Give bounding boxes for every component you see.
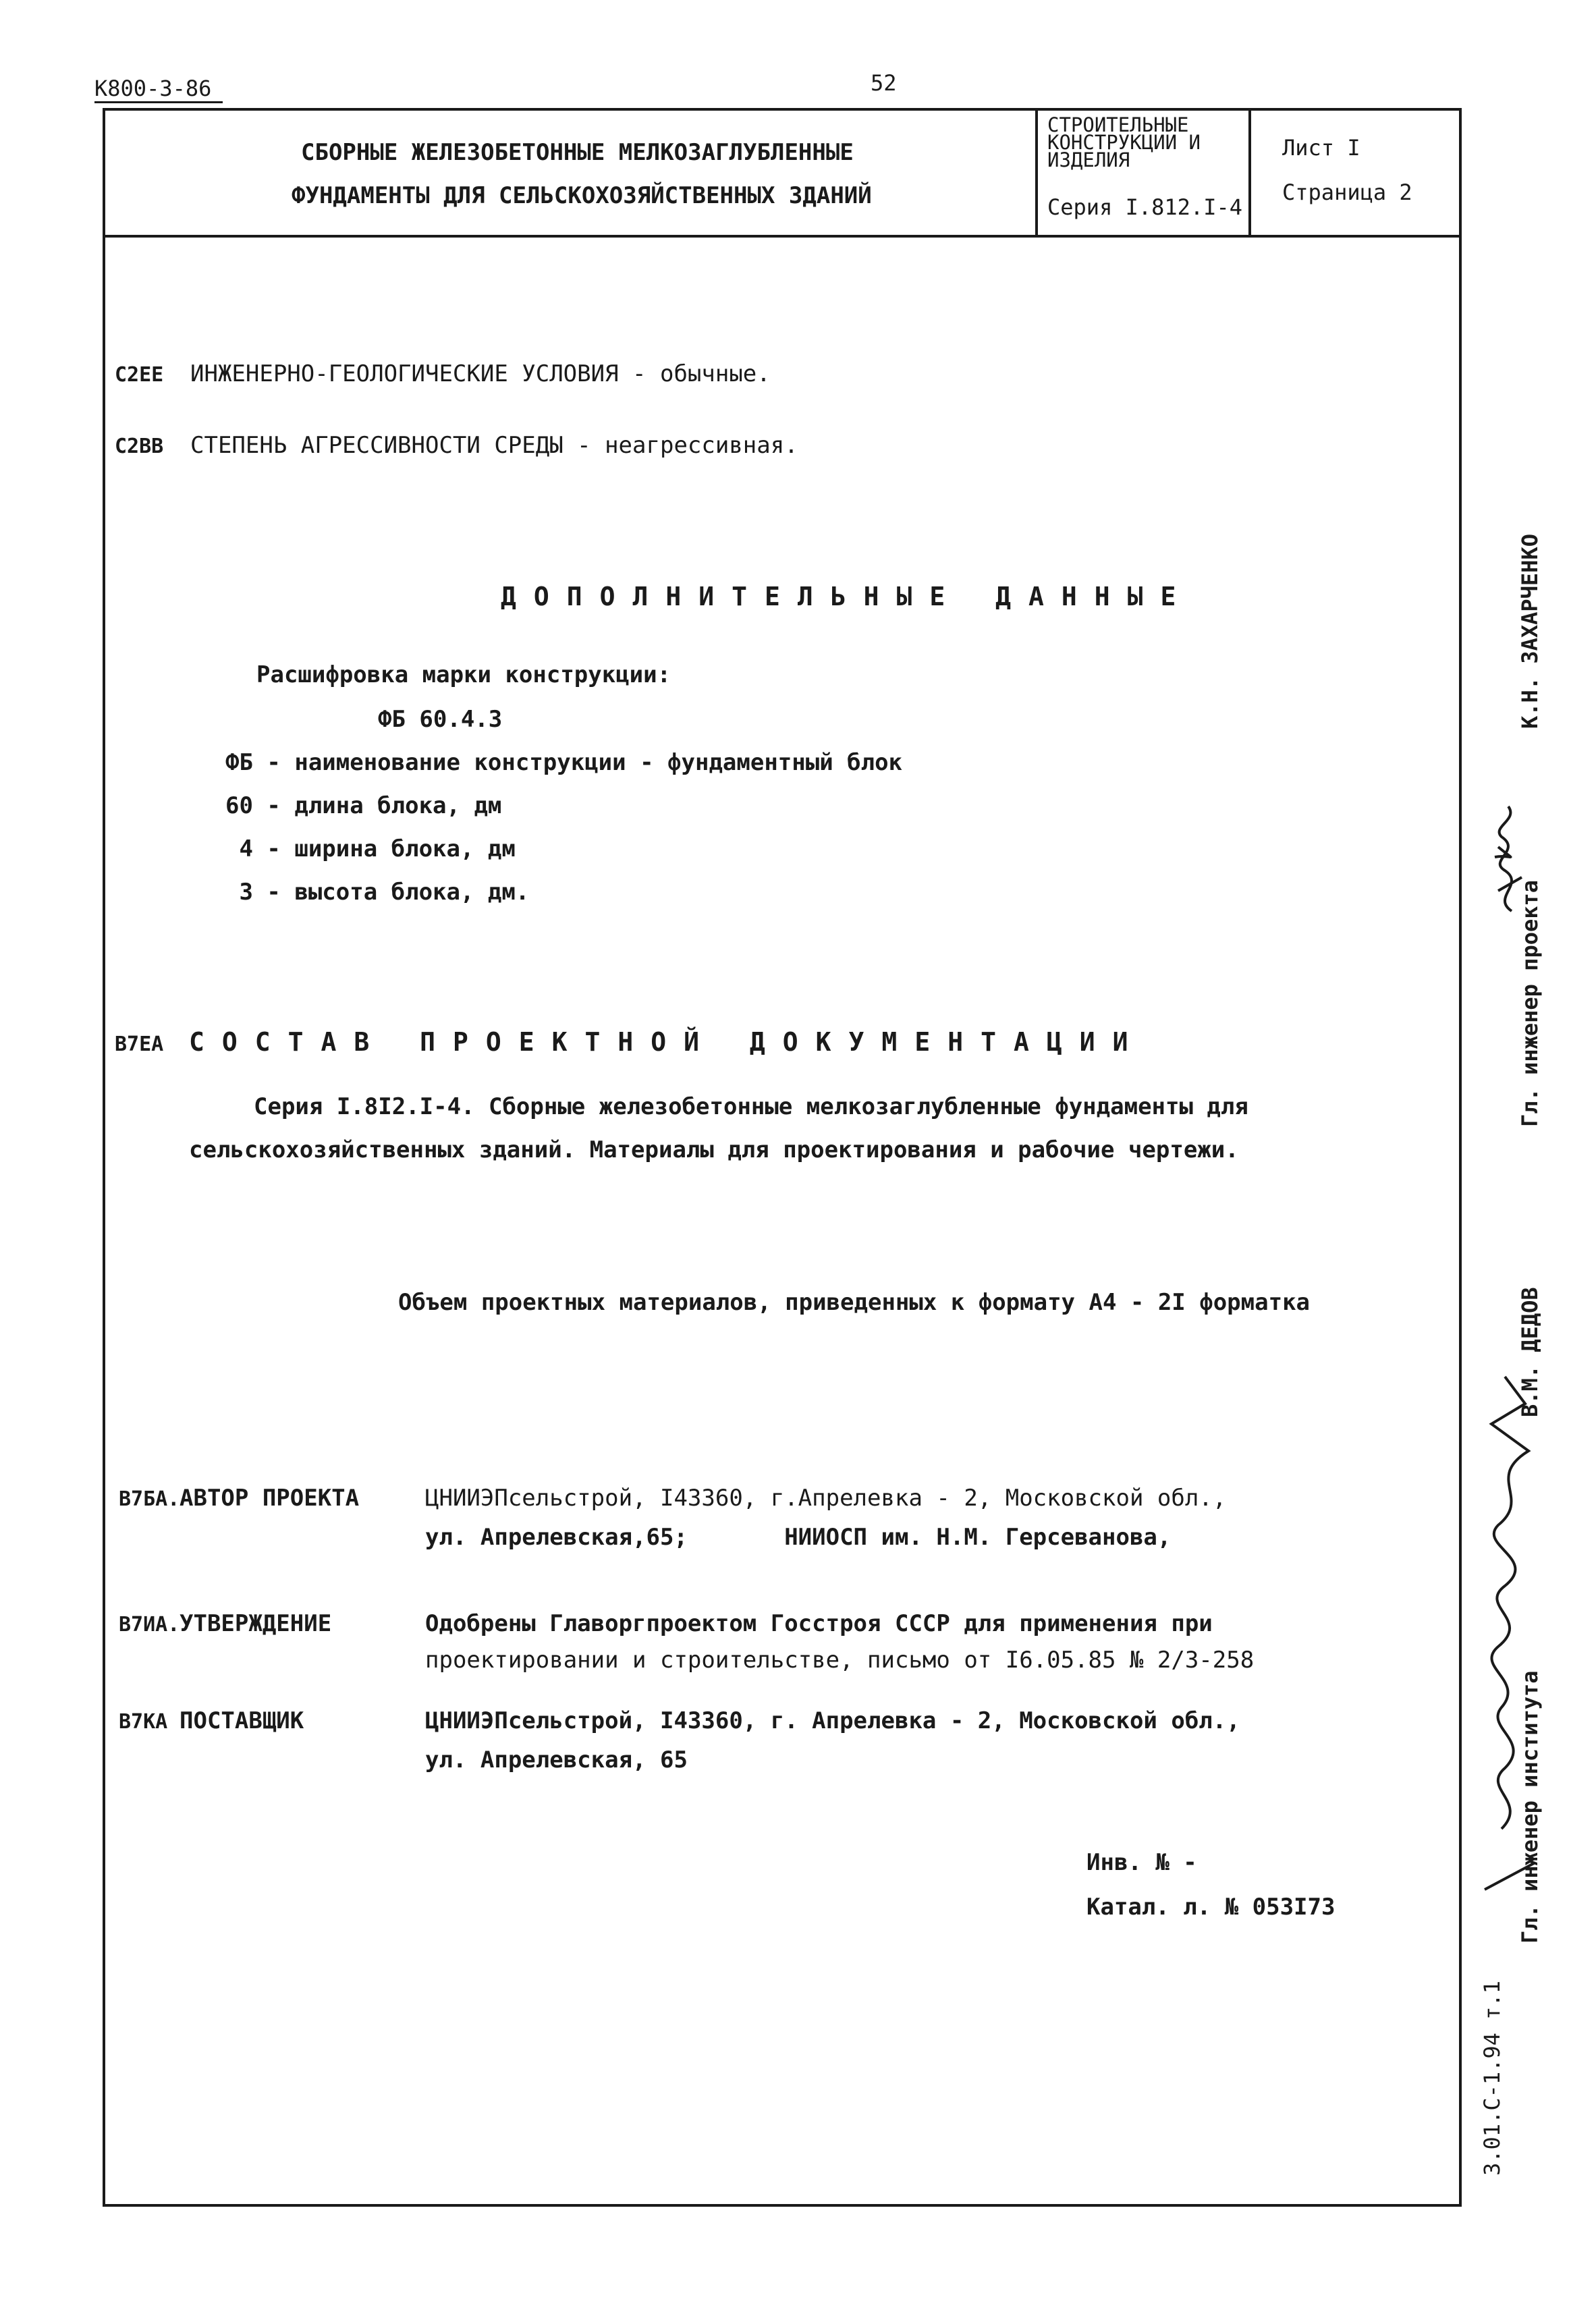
decode-line: 3 - высота блока, дм. <box>225 879 530 906</box>
header-series: Серия I.812.I-4 <box>1047 194 1242 220</box>
signature-zakharchenko <box>1485 796 1532 918</box>
entry-text-line2: ул. Апрелевская,65; НИИОСП им. Н.М. Герсеванова, <box>425 1524 1172 1551</box>
header-category <box>1047 113 1201 171</box>
entry-approval <box>119 1610 331 1637</box>
entry-text-line1: ЦНИИЭПсельстрой, I43360, г.Апрелевка - 2, Московской обл., <box>425 1485 1227 1512</box>
inventory-number: Инв. № - <box>1086 1849 1197 1876</box>
header-col-divider-1 <box>1035 108 1038 236</box>
composition-heading: СОСТАВ ПРОЕКТНОЙ ДОКУМЕНТАЦИИ <box>189 1027 1146 1057</box>
composition-para-line1: Серия I.8I2.I-4. Сборные железобетонные мелкозаглубленные фундаменты для <box>254 1093 1248 1120</box>
stamp-code: 3.01.С-1.94 т.1 <box>1479 1981 1505 2176</box>
composition-code: В7ЕА <box>115 1033 164 1056</box>
decode-line: 60 - длина блока, дм <box>225 792 502 819</box>
signature-dedov <box>1464 1363 1552 1903</box>
category-line1: СТРОИТЕЛЬНЫЕ <box>1047 113 1189 136</box>
chief-institute-name: В.М. ДЕДОВ <box>1517 1287 1543 1417</box>
entry-label: ПОСТАВЩИК <box>180 1707 304 1734</box>
header-page: Страница 2 <box>1282 180 1412 205</box>
page-number: 52 <box>871 70 897 96</box>
entry-code: В7КА <box>119 1710 168 1734</box>
decode-title: Расшифровка марки конструкции: <box>256 661 671 688</box>
document-code-underline <box>94 101 223 103</box>
composition-volume: Объем проектных материалов, приведенных к формату А4 - 2I форматка <box>398 1289 1311 1316</box>
condition-row <box>115 432 798 459</box>
mark: ФБ 60.4.3 <box>378 706 503 733</box>
additional-heading: ДОПОЛНИТЕЛЬНЫЕ ДАННЫЕ <box>501 582 1194 611</box>
header-title-line1: СБОРНЫЕ ЖЕЛЕЗОБЕТОННЫЕ МЕЛКОЗАГЛУБЛЕННЫЕ <box>301 139 854 166</box>
category-line3: ИЗДЕЛИЯ <box>1047 148 1130 171</box>
entry-text-line1: Одобрены Главоргпроектом Госстроя СССР для применения при <box>425 1610 1213 1637</box>
entry-code: В7БА. <box>119 1487 180 1511</box>
header-divider <box>103 235 1462 238</box>
condition-text: СТЕПЕНЬ АГРЕССИВНОСТИ СРЕДЫ - неагрессивная. <box>190 432 798 459</box>
entry-author <box>119 1485 359 1512</box>
entry-supplier <box>119 1707 304 1734</box>
chief-engineer-label: Гл. инженер проекта <box>1517 879 1543 1127</box>
entry-text-line1: ЦНИИЭПсельстрой, I43360, г. Апрелевка - 2, Московской обл., <box>425 1707 1240 1734</box>
decode-line: ФБ - наименование конструкции - фундаментный блок <box>225 749 903 776</box>
composition-heading-row <box>115 1027 1145 1057</box>
category-line2: КОНСТРУКЦИИ И <box>1047 131 1201 154</box>
document-code: К800-3-86 <box>94 76 212 101</box>
entry-text-line2: проектировании и строительстве, письмо от I6.05.85 № 2/3-258 <box>425 1647 1255 1674</box>
condition-code: С2ЕЕ <box>115 363 164 387</box>
header-sheet: Лист I <box>1282 135 1360 161</box>
entry-text-line2: ул. Апрелевская, 65 <box>425 1746 688 1773</box>
condition-code: С2ВВ <box>115 435 164 458</box>
condition-text: ИНЖЕНЕРНО-ГЕОЛОГИЧЕСКИЕ УСЛОВИЯ - обычные. <box>190 360 771 387</box>
chief-engineer-name: К.Н. ЗАХАРЧЕНКО <box>1517 534 1543 729</box>
header-col-divider-2 <box>1248 108 1251 236</box>
entry-label: УТВЕРЖДЕНИЕ <box>180 1610 332 1637</box>
entry-label: АВТОР ПРОЕКТА <box>180 1485 360 1512</box>
decode-line: 4 - ширина блока, дм <box>225 835 516 862</box>
condition-row <box>115 360 771 387</box>
catalog-number: Катал. л. № 053I73 <box>1086 1894 1336 1921</box>
header-title-line2: ФУНДАМЕНТЫ ДЛЯ СЕЛЬСКОХОЗЯЙСТВЕННЫХ ЗДАНИЙ <box>292 182 872 209</box>
composition-para-line2: сельскохозяйственных зданий. Материалы для проектирования и рабочие чертежи. <box>189 1136 1239 1163</box>
entry-code: В7ИА. <box>119 1613 180 1636</box>
chief-institute-label: Гл. инженер института <box>1517 1670 1543 1944</box>
